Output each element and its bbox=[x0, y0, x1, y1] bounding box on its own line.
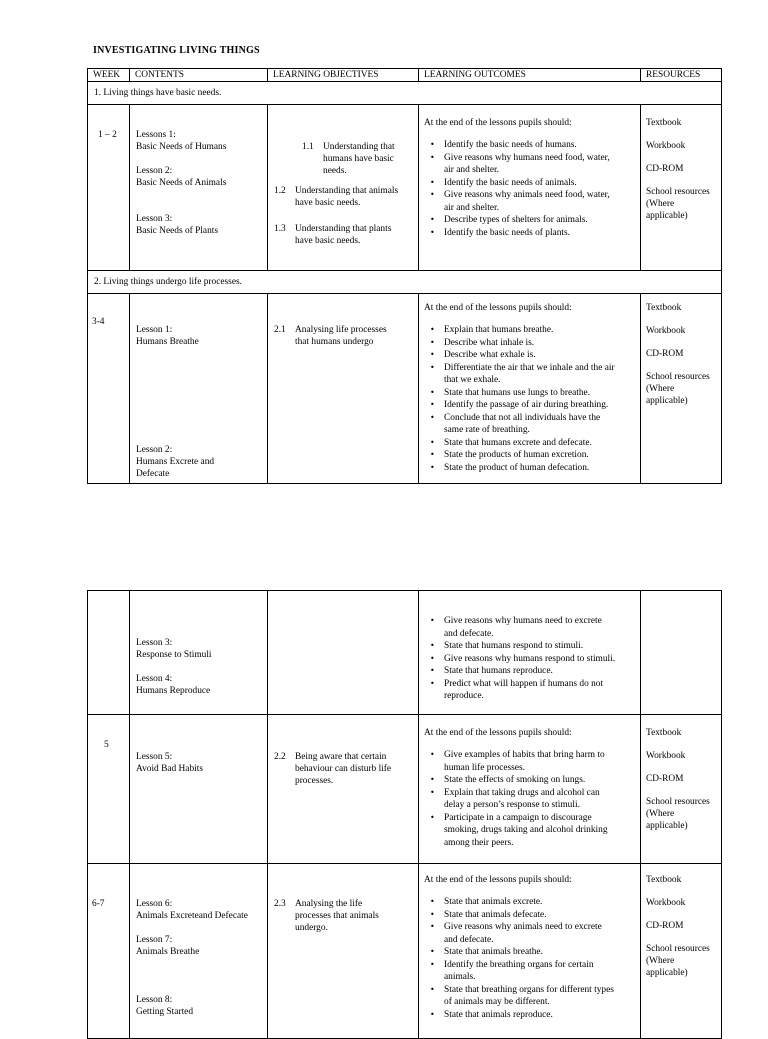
resources-cell bbox=[641, 591, 722, 715]
resource-item: CD-ROM bbox=[646, 774, 684, 784]
list-item: • Explain that taking drugs and alcohol can delay a person’s response to stimuli. bbox=[424, 787, 636, 812]
objective: 1.1 Understanding that humans have basic needs. bbox=[302, 142, 395, 176]
lesson-title: Animals Excreteand Defecate bbox=[136, 911, 248, 921]
list-item: • Identify the basic needs of animals. bbox=[424, 177, 636, 190]
outcomes-cell bbox=[419, 294, 641, 484]
scheme-table-2 bbox=[87, 590, 722, 1039]
list-item: • Conclude that not all individuals have the same rate of breathing. bbox=[424, 412, 636, 437]
resources-cell bbox=[641, 294, 722, 484]
outcomes-intro: At the end of the lessons pupils should: bbox=[424, 875, 572, 885]
week-cell: 6-7 bbox=[88, 864, 130, 1039]
lesson-label: Lesson 2: bbox=[136, 445, 173, 455]
objective: 2.3 Analysing the life processes that animals undergo. bbox=[274, 899, 379, 933]
list-item: • State that humans use lungs to breathe. bbox=[424, 387, 636, 400]
list-item: • Give reasons why animals need to excrete and defecate. bbox=[424, 921, 636, 946]
outcomes-list bbox=[424, 896, 636, 1021]
objectives-cell bbox=[268, 105, 419, 271]
resource-item: Textbook bbox=[646, 728, 682, 738]
list-item: • State the effects of smoking on lungs. bbox=[424, 774, 636, 787]
list-item: • Give examples of habits that bring harm to human life processes. bbox=[424, 749, 636, 774]
list-item: • State that animals excrete. bbox=[424, 896, 636, 909]
list-item: • State the products of human excretion. bbox=[424, 449, 636, 462]
list-item: • Differentiate the air that we inhale and the air that we exhale. bbox=[424, 362, 636, 387]
header-week: WEEK bbox=[88, 69, 130, 82]
list-item: • Give reasons why animals need food, water, air and shelter. bbox=[424, 189, 636, 214]
resource-item: CD-ROM bbox=[646, 921, 684, 931]
lesson-title: Animals Breathe bbox=[136, 947, 200, 957]
outcomes-cell bbox=[419, 715, 641, 864]
outcomes-cell bbox=[419, 591, 641, 715]
list-item: • Describe types of shelters for animals. bbox=[424, 214, 636, 227]
lesson-label: Lesson 1: bbox=[136, 325, 173, 335]
week-cell bbox=[88, 591, 130, 715]
objectives-cell bbox=[268, 591, 419, 715]
list-item: • State the product of human defecation. bbox=[424, 462, 636, 475]
section-row-1 bbox=[88, 82, 722, 105]
list-item: • Explain that humans breathe. bbox=[424, 324, 636, 337]
lesson-title: Basic Needs of Humans bbox=[136, 142, 227, 152]
lesson-label: Lesson 6: bbox=[136, 899, 173, 909]
objectives-cell bbox=[268, 864, 419, 1039]
header-row bbox=[88, 69, 722, 82]
resources-cell bbox=[641, 715, 722, 864]
resource-item: Workbook bbox=[646, 326, 686, 336]
contents-cell bbox=[130, 715, 268, 864]
list-item: • Identify the passage of air during breathing. bbox=[424, 399, 636, 412]
outcomes-intro: At the end of the lessons pupils should: bbox=[424, 118, 572, 128]
lesson-label: Lesson 8: bbox=[136, 995, 173, 1005]
lesson-title: Basic Needs of Animals bbox=[136, 178, 227, 188]
list-item: • State that breathing organs for different types of animals may be different. bbox=[424, 984, 636, 1009]
list-item: • State that humans respond to stimuli. bbox=[424, 640, 636, 653]
section-title: 2. Living things undergo life processes. bbox=[88, 271, 722, 294]
list-item: • State that animals defecate. bbox=[424, 909, 636, 922]
resource-item: Workbook bbox=[646, 751, 686, 761]
table-row bbox=[88, 105, 722, 271]
week-cell: 3-4 bbox=[88, 294, 130, 484]
lesson-label: Lesson 7: bbox=[136, 935, 173, 945]
resource-item: Textbook bbox=[646, 875, 682, 885]
contents-cell bbox=[130, 105, 268, 271]
resource-item: School resources (Where applicable) bbox=[646, 944, 710, 978]
list-item: • Identify the breathing organs for certain animals. bbox=[424, 959, 636, 984]
resource-item: School resources (Where applicable) bbox=[646, 372, 710, 406]
lesson-label: Lesson 3: bbox=[136, 214, 173, 224]
outcomes-cell bbox=[419, 105, 641, 271]
outcomes-intro: At the end of the lessons pupils should: bbox=[424, 303, 572, 313]
outcomes-list bbox=[424, 139, 636, 239]
contents-cell bbox=[130, 591, 268, 715]
lesson-label: Lessons 1: bbox=[136, 130, 176, 140]
table-row bbox=[88, 591, 722, 715]
resource-item: Workbook bbox=[646, 898, 686, 908]
outcomes-intro: At the end of the lessons pupils should: bbox=[424, 728, 572, 738]
lesson-title: Humans Excrete and bbox=[136, 457, 215, 467]
outcomes-list bbox=[424, 324, 636, 474]
lesson-label: Lesson 4: bbox=[136, 674, 173, 684]
header-objectives: LEARNING OBJECTIVES bbox=[268, 69, 419, 82]
objectives-cell bbox=[268, 294, 419, 484]
resource-item: Textbook bbox=[646, 303, 682, 313]
objective: 1.2 Understanding that animals have basic needs. bbox=[274, 186, 399, 208]
lesson-title: Defecate bbox=[136, 469, 170, 479]
list-item: • State that animals reproduce. bbox=[424, 1009, 636, 1022]
resources-cell bbox=[641, 105, 722, 271]
table-row bbox=[88, 864, 722, 1039]
outcomes-list bbox=[424, 615, 636, 703]
lesson-title: Humans Breathe bbox=[136, 337, 199, 347]
outcomes-cell bbox=[419, 864, 641, 1039]
list-item: • Give reasons why humans need to excrete and defecate. bbox=[424, 615, 636, 640]
outcomes-list bbox=[424, 749, 636, 849]
objective: 1.3 Understanding that plants have basic needs. bbox=[274, 224, 392, 246]
list-item: • State that animals breathe. bbox=[424, 946, 636, 959]
table-row bbox=[88, 715, 722, 864]
objective: 2.2 Being aware that certain behaviour can disturb life processes. bbox=[274, 752, 392, 786]
header-outcomes: LEARNING OUTCOMES bbox=[419, 69, 641, 82]
lesson-title: Avoid Bad Habits bbox=[136, 764, 204, 774]
resource-item: CD-ROM bbox=[646, 349, 684, 359]
objectives-cell bbox=[268, 715, 419, 864]
list-item: • Predict what will happen if humans do not reproduce. bbox=[424, 678, 636, 703]
contents-cell bbox=[130, 294, 268, 484]
lesson-title: Getting Started bbox=[136, 1007, 194, 1017]
lesson-title: Response to Stimuli bbox=[136, 650, 212, 660]
lesson-title: Basic Needs of Plants bbox=[136, 226, 219, 236]
resource-item: School resources (Where applicable) bbox=[646, 187, 710, 221]
list-item: • Give reasons why humans respond to stimuli. bbox=[424, 653, 636, 666]
lesson-title: Humans Reproduce bbox=[136, 686, 211, 696]
lesson-label: Lesson 3: bbox=[136, 638, 173, 648]
contents-cell bbox=[130, 864, 268, 1039]
list-item: • Describe what exhale is. bbox=[424, 349, 636, 362]
list-item: • Identify the basic needs of humans. bbox=[424, 139, 636, 152]
scheme-table-1 bbox=[87, 68, 722, 484]
list-item: • Describe what inhale is. bbox=[424, 337, 636, 350]
section-row-2 bbox=[88, 271, 722, 294]
list-item: • State that humans reproduce. bbox=[424, 665, 636, 678]
header-contents: CONTENTS bbox=[130, 69, 268, 82]
table-row bbox=[88, 294, 722, 484]
resource-item: Textbook bbox=[646, 118, 682, 128]
document-title: INVESTIGATING LIVING THINGS bbox=[93, 45, 260, 56]
week-cell: 5 bbox=[88, 715, 130, 864]
resource-item: School resources (Where applicable) bbox=[646, 797, 710, 831]
lesson-label: Lesson 2: bbox=[136, 166, 173, 176]
header-resources: RESOURCES bbox=[641, 69, 722, 82]
list-item: • State that humans excrete and defecate. bbox=[424, 437, 636, 450]
list-item: • Participate in a campaign to discourage smoking, drugs taking and alcohol drinking among their peers. bbox=[424, 812, 636, 850]
list-item: • Give reasons why humans need food, water, air and shelter. bbox=[424, 152, 636, 177]
section-title: 1. Living things have basic needs. bbox=[88, 82, 722, 105]
lesson-label: Lesson 5: bbox=[136, 752, 173, 762]
week-cell: 1 – 2 bbox=[88, 105, 130, 271]
objective: 2.1 Analysing life processes that humans undergo bbox=[274, 325, 387, 347]
list-item: • Identify the basic needs of plants. bbox=[424, 227, 636, 240]
resource-item: Workbook bbox=[646, 141, 686, 151]
resources-cell bbox=[641, 864, 722, 1039]
resource-item: CD-ROM bbox=[646, 164, 684, 174]
